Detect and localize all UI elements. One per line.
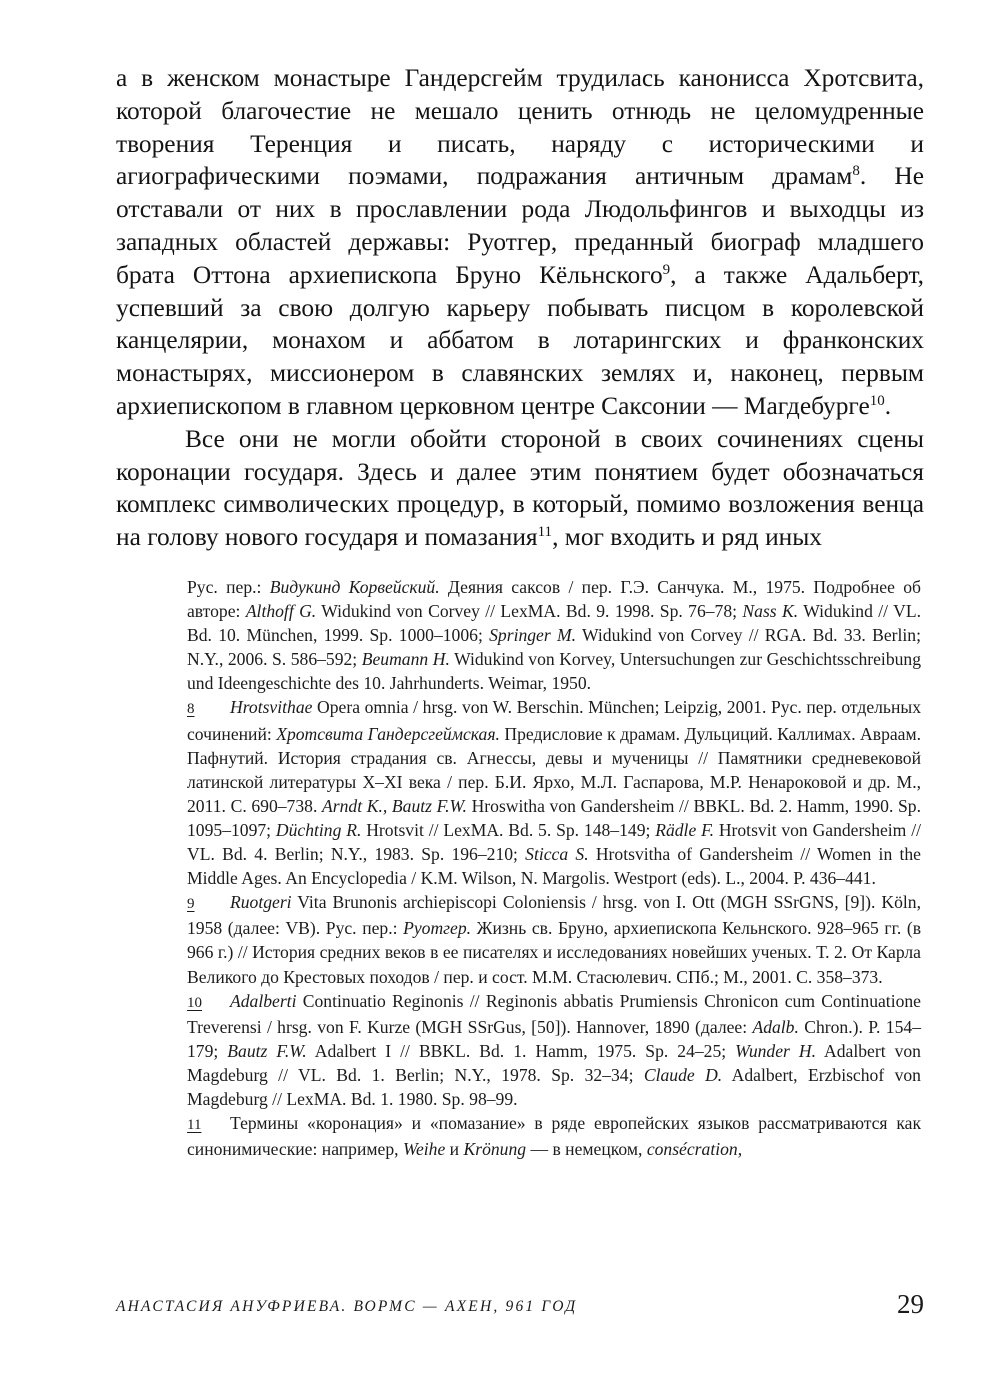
footnote-ref[interactable]: 10 <box>869 392 885 409</box>
footnote-ref[interactable]: 8 <box>852 163 860 180</box>
footnote-ref[interactable]: 11 <box>537 524 553 541</box>
footnote-number[interactable]: 10 <box>187 994 202 1011</box>
footnote-ref[interactable]: 9 <box>662 261 671 278</box>
paragraph: Все они не могли обойти стороной в своих сочинениях сцены коронации государя. Здесь и далее этим понятием будет обозначаться комплекс символических процедур, в который, помимо возложения венца на голову нового государя и помазания$^{11}$, мог входить и ряд иных <box>116 424 924 552</box>
footnote-number[interactable]: 11 <box>187 1117 202 1134</box>
running-head: АНАСТАСИЯ АНУФРИЕВА. ВОРМС — АХЕН, 961 ГОД <box>116 1298 578 1315</box>
footnote-continuation: Рус. пер.: Видукинд Корвейский. Деяния саксов / пер. Г.Э. Санчука. М., 1975. Подробнее об авторе: Althoff G. Widukind von Corvey // LexMA. Bd. 9. 1998. Sp. 76–78; Nass K. Widukind // VL. Bd. 10. München, 1999. Sp. 1000–1006; Springer M. Widukind von Corvey // RGA. Bd. 33. Berlin; N.Y., 2006. S. 586–592; Beumann H. Widukind von Korvey, Untersuchungen zur Geschichtsschreibung und Ideengeschichte des 10. Jahrhunderts. Weimar, 1950. <box>187 577 922 694</box>
footnotes <box>187 575 921 1161</box>
footnote-9: 9 Ruotgeri Vita Brunonis archiepiscopi Coloniensis / hrsg. von I. Ott (MGH SSrGNS, [9]). Köln, 1958 (далее: VB). Рус. пер.: Руотгер. Жизнь св. Бруно, архиепископа Кельнского. 928–965 гг. (в 966 г.) // История средних веков в ее писателях и исследованиях новейших ученых. Т. 2. От Карла Великого до Крестовых походов / пер. и сост. М.М. Стасюлевич. СПб.; М., 2001. С. 358–373. <box>187 892 921 987</box>
footnote-number[interactable]: 8 <box>187 701 195 718</box>
footnote-10: 10 Adalberti Continuatio Reginonis // Reginonis abbatis Prumiensis Chronicon cum Continuatione Treverensi / hrsg. von F. Kurze (MGH SSrGus, [50]). Hannover, 1890 (далее: Adalb. Chron.). P. 154–179; Bautz F.W. Adalbert I // BBKL. Bd. 1. Hamm, 1975. Sp. 24–25; Wunder H. Adalbert von Magdeburg // VL. Bd. 1. Berlin; N.Y., 1978. Sp. 32–34; Claude D. Adalbert, Erzbischof von Magdeburg // LexMA. Bd. 1. 1980. Sp. 98–99. <box>187 990 921 1109</box>
paragraph: а в женском монастыре Гандерсгейм трудилась канонисса Хротсвита, которой благочестие не мешало ценить отнюдь не целомудренные творения Теренция и писать, наряду с историческими и агиографическими поэмами, подражания античным драмам$^8$. Не отставали от них в прославлении рода Людольфингов и выходцы из западных областей державы: Руотгер, преданный биограф младшего брата Оттона архиепископа Бруно Кёльнского$^9$, а также Адальберт, успевший за свою долгую карьеру побывать писцом в королевской канцелярии, монахом и аббатом в лотарингских и франконских монастырях, миссионером в славянских землях и, наконец, первым архиепископом в главном церковном центре Саксонии — Магдебурге$^{10}$. <box>116 64 924 420</box>
page-footer <box>116 1289 924 1325</box>
footnote-number[interactable]: 9 <box>187 896 195 913</box>
footnote-8: 8 Hrotsvithae Opera omnia / hrsg. von W. Berschin. München; Leipzig, 2001. Рус. пер. отдельных сочинений: Хротсвита Гандерсгеймская. Предисловие к драмам. Дульциций. Каллимах. Авраам. Пафнутий. История страдания св. Агнессы, девы и мученицы // Памятники средневековой латинской литературы X–XI века / пер. Б.И. Ярхо, М.Л. Гаспарова, М.Р. Ненароковой и др. М., 2011. С. 690–738. Arndt K., Bautz F.W. Hroswitha von Gandersheim // BBKL. Bd. 2. Hamm, 1990. Sp. 1095–1097; Düchting R. Hrotsvit // LexMA. Bd. 5. Sp. 148–149; Rädle F. Hrotsvit von Gandersheim // VL. Bd. 4. Berlin; N.Y., 1983. Sp. 196–210; Sticca S. Hrotsvitha of Gandersheim // Women in the Middle Ages. An Encyclopedia / K.M. Wilson, N. Margolis. Westport (eds). L., 2004. P. 436–441. <box>187 697 922 889</box>
footnote-11: 11 Термины «коронация» и «помазание» в ряде европейских языков рассматриваются как синонимические: например, Weihe и Krönung — в немецком, consécration, <box>187 1113 921 1160</box>
main-text <box>116 62 924 554</box>
page-number: 29 <box>897 1289 924 1319</box>
